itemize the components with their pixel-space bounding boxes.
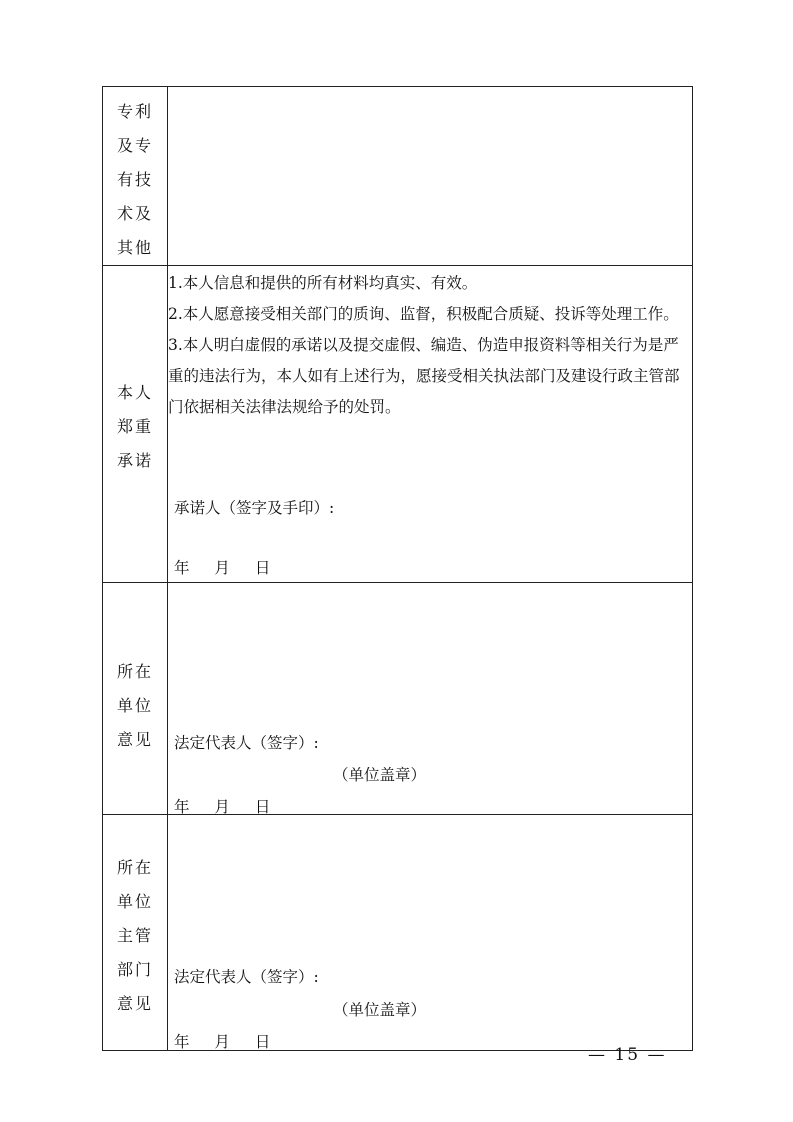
unit-opinion-row xyxy=(103,583,693,815)
supervisor-label-line: 部门 xyxy=(116,960,153,979)
promise-label-line: 本人 xyxy=(116,383,153,402)
unit-label-line: 意见 xyxy=(116,730,153,749)
patent-label-line: 有技 xyxy=(116,170,153,189)
promise-item-2: 2.本人愿意接受相关部门的质询、监督，积极配合质疑、投诉等处理工作。 xyxy=(168,305,679,323)
promise-item-1: 1.本人信息和提供的所有材料均真实、有效。 xyxy=(168,274,478,292)
supervisor-label-line: 主管 xyxy=(116,926,153,945)
patent-label-line: 术及 xyxy=(116,204,153,223)
application-form-table xyxy=(102,86,693,1051)
supervisor-label-cell xyxy=(103,815,168,1051)
promise-content-cell xyxy=(168,266,693,583)
promise-label-cell xyxy=(103,266,168,583)
promisor-signature-label: 承诺人（签字及手印）: xyxy=(174,499,335,517)
unit-label-cell xyxy=(103,583,168,815)
promise-row xyxy=(103,266,693,583)
patent-label-line: 及专 xyxy=(116,136,153,155)
page-number: — 15 — xyxy=(588,1045,667,1065)
supervisor-label-line: 单位 xyxy=(116,892,153,911)
patent-label-cell xyxy=(103,87,168,266)
promise-label-line: 郑重 xyxy=(116,417,153,436)
unit-date: 年 月 日 xyxy=(174,798,271,816)
promise-item-3: 3.本人明白虚假的承诺以及提交虚假、编造、伪造申报资料等相关行为是严重的违法行为，本人如有上述行为，愿接受相关执法部门及建设行政主管部门依据相关法律法规给予的处罚。 xyxy=(168,336,680,416)
unit-opinion-field[interactable] xyxy=(168,583,693,815)
supervisor-date: 年 月 日 xyxy=(174,1033,271,1051)
patent-row xyxy=(103,87,693,266)
unit-label-line: 所在 xyxy=(116,662,153,681)
patent-label-line: 专利 xyxy=(116,102,153,121)
unit-seal-label: （单位盖章） xyxy=(333,766,427,784)
unit-label-line: 单位 xyxy=(116,696,153,715)
supervisor-label-line: 所在 xyxy=(116,858,153,877)
promise-label-line: 承诺 xyxy=(116,451,153,470)
unit-legal-rep-label: 法定代表人（签字）: xyxy=(174,734,319,752)
promise-items xyxy=(168,266,692,423)
patent-content-field[interactable] xyxy=(168,87,693,266)
supervisor-seal-label: （单位盖章） xyxy=(333,1001,427,1019)
supervisor-label-line: 意见 xyxy=(116,994,153,1013)
supervisor-opinion-field[interactable] xyxy=(168,815,693,1051)
patent-label-line: 其他 xyxy=(116,238,153,257)
promise-date: 年 月 日 xyxy=(174,559,271,577)
supervisor-opinion-row xyxy=(103,815,693,1051)
supervisor-legal-rep-label: 法定代表人（签字）: xyxy=(174,968,319,986)
